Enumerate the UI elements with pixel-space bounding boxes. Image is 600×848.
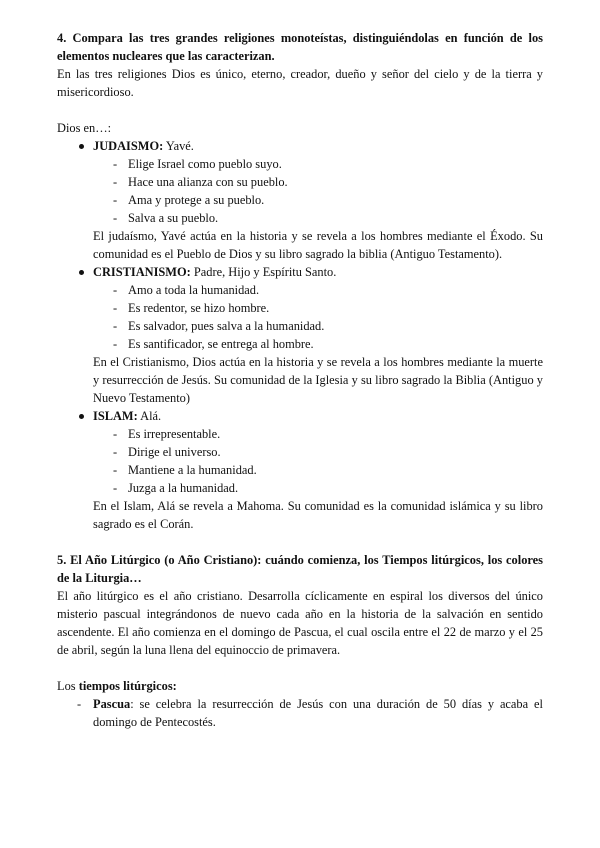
religion-attribute: - Ama y protege a su pueblo. (113, 193, 265, 207)
religion-attribute: - Mantiene a la humanidad. (113, 463, 257, 477)
tiempos-heading: Los tiempos litúrgicos: (57, 679, 177, 693)
question-4-title: 4. Compara las tres grandes religiones monoteístas, distinguiéndolas en función de los elementos nucleares que las caracterizan. (57, 31, 543, 63)
religion-attribute: - Es irrepresentable. (113, 427, 221, 441)
bullet-icon (79, 144, 84, 149)
religion-bullet: JUDAISMO: Yavé. (57, 137, 543, 155)
question-5-text: El año litúrgico es el año cristiano. Desarrolla cíclicamente en espiral los diversos del único misterio pascual integrándonos de nuevo cada año en la historia de la salvación en sentido ascendente. El año comienza en el domingo de Pascua, el cual oscila entre el 22 de marzo y el 25 de abril, según la luna llena del equinoccio de primavera. (57, 589, 543, 657)
religion-attribute: - Es salvador, pues salva a la humanidad. (113, 319, 325, 333)
religion-bullet: ISLAM: Alá. (57, 407, 543, 425)
bullet-icon (79, 414, 84, 419)
religion-attribute: - Juzga a la humanidad. (113, 481, 239, 495)
question-5-title: 5. El Año Litúrgico (o Año Cristiano): cuándo comienza, los Tiempos litúrgicos, los colores de la Liturgia… (57, 553, 543, 585)
religion-description: En el Islam, Alá se revela a Mahoma. Su comunidad es la comunidad islámica y su libro sagrado es el Corán. (93, 499, 543, 531)
religion-attribute: - Elige Israel como pueblo suyo. (113, 157, 282, 171)
religion-attribute: - Es santificador, se entrega al hombre. (113, 337, 314, 351)
question-4-intro: En las tres religiones Dios es único, eterno, creador, dueño y señor del cielo y de la tierra y misericordioso. (57, 67, 543, 99)
pascua-item: - Pascua: se celebra la resurrección de Jesús con una duración de 50 días y acaba el domingo de Pentecostés. (77, 697, 543, 729)
religion-bullet: CRISTIANISMO: Padre, Hijo y Espíritu Santo. (57, 263, 543, 281)
dios-en-label: Dios en…: (57, 121, 112, 135)
religion-description: El judaísmo, Yavé actúa en la historia y se revela a los hombres mediante el Éxodo. Su comunidad es el Pueblo de Dios y su libro sagrado la biblia (Antiguo Testamento). (93, 229, 543, 261)
bullet-icon (79, 270, 84, 275)
document-page (57, 29, 543, 731)
religion-list (57, 137, 543, 533)
religion-attribute: - Salva a su pueblo. (113, 211, 219, 225)
religion-attribute: - Amo a toda la humanidad. (113, 283, 260, 297)
religion-attribute: - Es redentor, se hizo hombre. (113, 301, 270, 315)
religion-attribute: - Dirige el universo. (113, 445, 221, 459)
religion-attribute: - Hace una alianza con su pueblo. (113, 175, 288, 189)
religion-description: En el Cristianismo, Dios actúa en la historia y se revela a los hombres mediante la muerte y resurrección de Jesús. Su comunidad de la Iglesia y su libro sagrado la Biblia (Antiguo y Nuevo Testamento) (93, 355, 543, 405)
